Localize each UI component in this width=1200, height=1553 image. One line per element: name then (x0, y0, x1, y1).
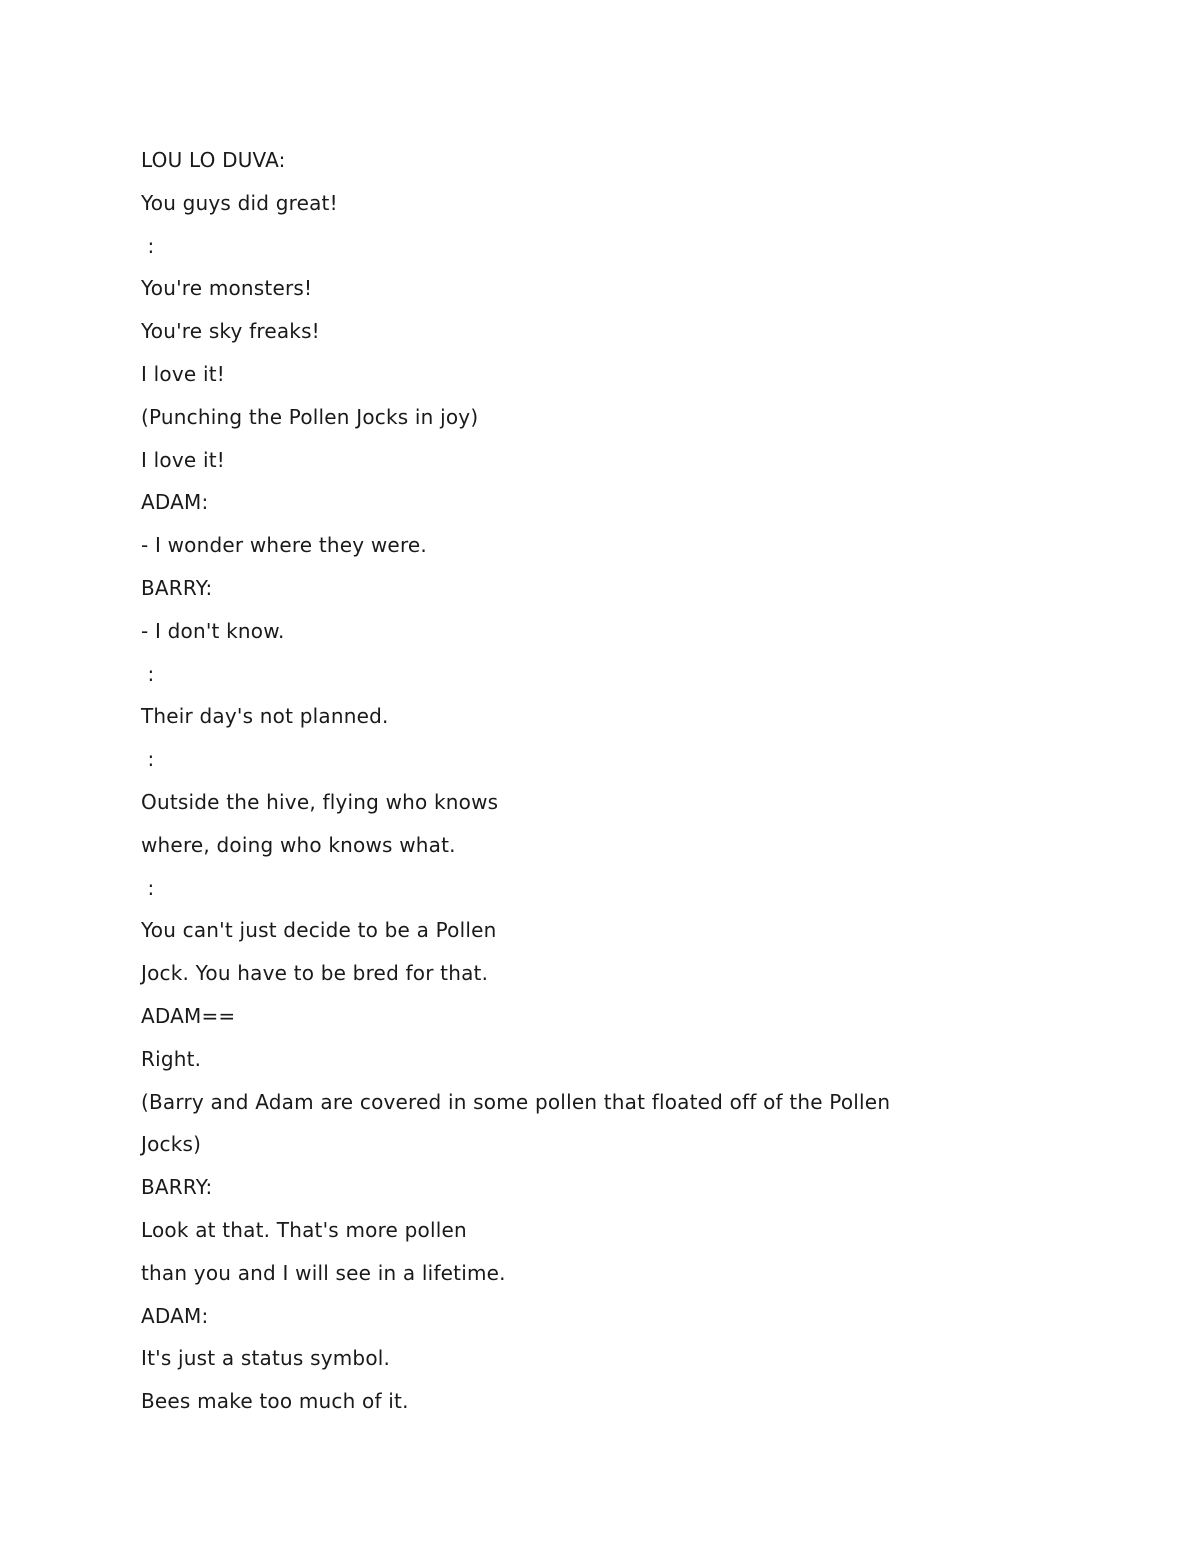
text-line: (Barry and Adam are covered in some pollen that floated off of the Pollen (141, 1089, 891, 1114)
text-line: Outside the hive, flying who knows (141, 789, 499, 814)
text-line: Their day's not planned. (141, 704, 389, 729)
text-line: BARRY: (141, 1175, 213, 1200)
text-line: (Punching the Pollen Jocks in joy) (141, 404, 479, 429)
text-line: Look at that. That's more pollen (141, 1217, 467, 1242)
text-line: - I don't know. (141, 618, 285, 643)
text-line: I love it! (141, 447, 225, 472)
text-line: : (141, 233, 155, 258)
script-text-body (141, 139, 1121, 1423)
text-line: Jock. You have to be bred for that. (141, 961, 489, 986)
text-line: : (141, 747, 155, 772)
text-line: You guys did great! (141, 190, 338, 215)
text-line: Right. (141, 1046, 202, 1071)
text-line: Bees make too much of it. (141, 1389, 409, 1414)
text-line: ADAM== (141, 1003, 236, 1028)
text-line: BARRY: (141, 575, 213, 600)
text-line: where, doing who knows what. (141, 832, 456, 857)
text-line: ADAM: (141, 1303, 209, 1328)
text-line: I love it! (141, 361, 225, 386)
text-line: You can't just decide to be a Pollen (141, 918, 497, 943)
text-line: - I wonder where they were. (141, 533, 427, 558)
text-line: It's just a status symbol. (141, 1346, 391, 1371)
text-line: ADAM: (141, 490, 209, 515)
text-line: : (141, 661, 155, 686)
text-line: than you and I will see in a lifetime. (141, 1260, 506, 1285)
text-line: : (141, 875, 155, 900)
text-line: You're monsters! (141, 276, 313, 301)
text-line: Jocks) (141, 1132, 202, 1157)
text-line: You're sky freaks! (141, 319, 320, 344)
text-line: LOU LO DUVA: (141, 148, 286, 172)
